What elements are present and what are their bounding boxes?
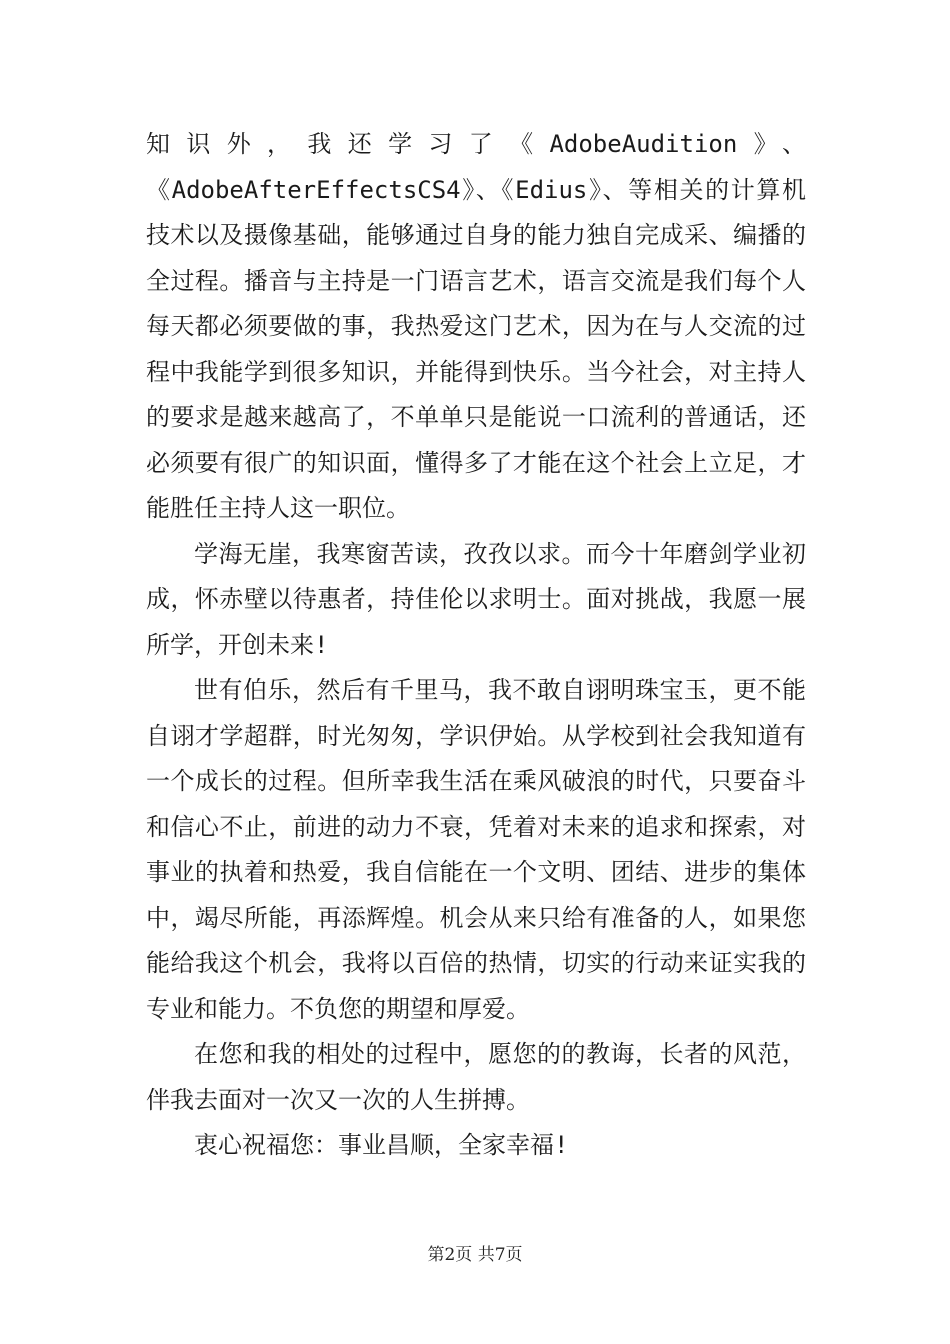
paragraph-study: 学海无崖，我寒窗苦读，孜孜以求。而今十年磨剑学业初成，怀赤壁以待惠者，持佳伦以求明士。面对挑战，我愿一展所学，开创未来! (146, 539, 806, 659)
paragraph-blessing: 衷心祝福您：事业昌顺，全家幸福! (194, 1131, 569, 1159)
document-body (146, 122, 806, 1169)
paragraph-continued: 知识外，我还学习了《AdobeAudition》、《AdobeAfterEffectsCS4》、《Edius》、等相关的计算机技术以及摄像基础，能够通过自身的能力独自完成采、编播的全过程。播音与主持是一门语言艺术，语言交流是我们每个人每天都必须要做的事，我热爱这门艺术，因为在与人交流的过程中我能学到很多知识，并能得到快乐。当今社会，对主持人的要求是越来越高了，不单单只是能说一口流利的普通话，还必须要有很广的知识面，懂得多了才能在这个社会上立足，才能胜任主持人这一职位。 (146, 130, 806, 522)
page-number-footer: 第2页 共7页 (427, 1245, 523, 1265)
paragraph-guidance: 在您和我的相处的过程中，愿您的的教诲，长者的风范，伴我去面对一次又一次的人生拼搏。 (146, 1040, 806, 1114)
paragraph-bole: 世有伯乐，然后有千里马，我不敢自诩明珠宝玉，更不能自诩才学超群，时光匆匆，学识伊始。从学校到社会我知道有一个成长的过程。但所幸我生活在乘风破浪的时代，只要奋斗和信心不止，前进的动力不衰，凭着对未来的追求和探索，对事业的执着和热爱，我自信能在一个文明、团结、进步的集体中，竭尽所能，再添辉煌。机会从来只给有准备的人，如果您能给我这个机会，我将以百倍的热情，切实的行动来证实我的专业和能力。不负您的期望和厚爱。 (146, 676, 806, 1023)
